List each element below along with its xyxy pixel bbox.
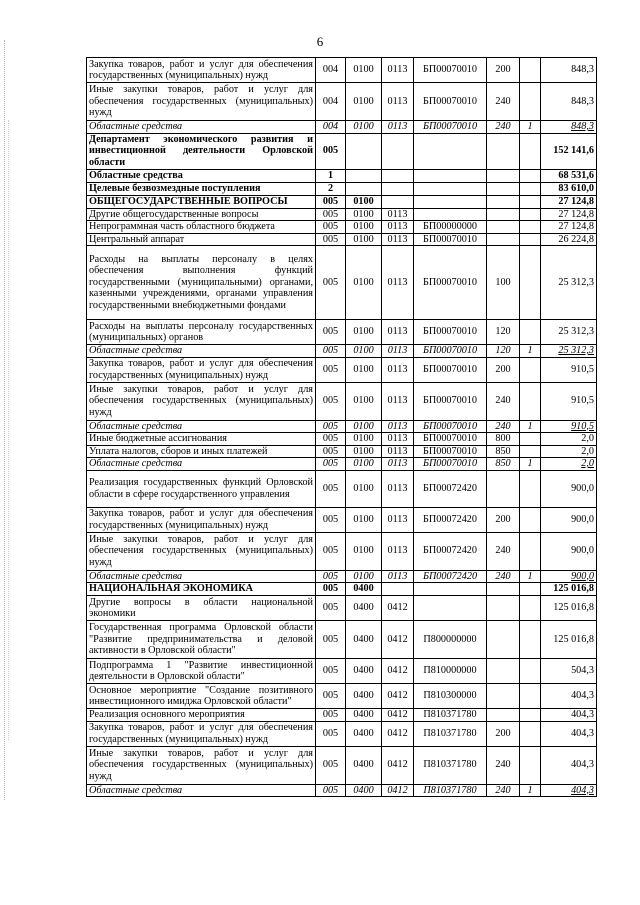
funding-source-cell: 1: [520, 458, 541, 471]
expense-type-code-cell: 200: [487, 721, 520, 746]
expense-type-code-cell: [487, 709, 520, 722]
row-name-cell: Иные закупки товаров, работ и услуг для обеспечения государственных (муниципальных) нужд: [87, 83, 316, 121]
subsection-code-cell: 0113: [382, 458, 414, 471]
table-row: [87, 221, 597, 234]
funding-source-cell: 1: [520, 570, 541, 583]
row-name-cell: Областные средства: [87, 420, 316, 433]
table-row: [87, 659, 597, 684]
amount-cell: 900,0: [541, 507, 597, 532]
department-code-cell: 005: [316, 208, 346, 221]
target-article-code-cell: [414, 182, 487, 195]
table-row: [87, 470, 597, 507]
section-code-cell: 0400: [346, 659, 382, 684]
table-row: [87, 532, 597, 570]
department-code-cell: 004: [316, 83, 346, 121]
expense-type-code-cell: 850: [487, 458, 520, 471]
row-name-cell: Областные средства: [87, 345, 316, 358]
row-name-cell: Основное мероприятие "Создание позитивного инвестиционного имиджа Орловской области": [87, 684, 316, 709]
section-code-cell: [346, 182, 382, 195]
department-code-cell: 005: [316, 246, 346, 320]
section-code-cell: 0100: [346, 470, 382, 507]
expense-type-code-cell: [487, 133, 520, 169]
section-code-cell: 0100: [346, 433, 382, 446]
table-row: [87, 357, 597, 382]
target-article-code-cell: П800000000: [414, 621, 487, 659]
amount-cell: 27 124,8: [541, 208, 597, 221]
department-code-cell: 004: [316, 121, 346, 134]
amount-cell: 68 531,6: [541, 169, 597, 182]
row-name-cell: Областные средства: [87, 784, 316, 797]
table-row: [87, 58, 597, 83]
funding-source-cell: [520, 246, 541, 320]
table-row: [87, 345, 597, 358]
table-row: [87, 169, 597, 182]
department-code-cell: 004: [316, 58, 346, 83]
section-code-cell: 0100: [346, 233, 382, 246]
expense-type-code-cell: [487, 684, 520, 709]
expense-type-code-cell: [487, 659, 520, 684]
target-article-code-cell: БП00070010: [414, 433, 487, 446]
section-code-cell: 0100: [346, 458, 382, 471]
table-row: [87, 684, 597, 709]
subsection-code-cell: 0113: [382, 58, 414, 83]
section-code-cell: 0100: [346, 320, 382, 345]
section-code-cell: 0100: [346, 208, 382, 221]
target-article-code-cell: БП00072420: [414, 570, 487, 583]
funding-source-cell: [520, 233, 541, 246]
section-code-cell: 0400: [346, 583, 382, 596]
budget-table: [86, 57, 597, 797]
table-row: [87, 208, 597, 221]
target-article-code-cell: БП00070010: [414, 233, 487, 246]
table-row: [87, 507, 597, 532]
amount-cell: 83 610,0: [541, 182, 597, 195]
department-code-cell: 005: [316, 445, 346, 458]
department-code-cell: 005: [316, 357, 346, 382]
subsection-code-cell: 0113: [382, 208, 414, 221]
amount-cell: 2,0: [541, 458, 597, 471]
expense-type-code-cell: [487, 195, 520, 208]
section-code-cell: 0100: [346, 532, 382, 570]
funding-source-cell: [520, 445, 541, 458]
department-code-cell: 005: [316, 596, 346, 621]
department-code-cell: 1: [316, 169, 346, 182]
row-name-cell: Закупка товаров, работ и услуг для обеспечения государственных (муниципальных) нужд: [87, 507, 316, 532]
funding-source-cell: [520, 621, 541, 659]
department-code-cell: 005: [316, 507, 346, 532]
expense-type-code-cell: 200: [487, 507, 520, 532]
row-name-cell: Закупка товаров, работ и услуг для обеспечения государственных (муниципальных) нужд: [87, 721, 316, 746]
funding-source-cell: [520, 169, 541, 182]
funding-source-cell: [520, 433, 541, 446]
expense-type-code-cell: [487, 169, 520, 182]
target-article-code-cell: БП00070010: [414, 420, 487, 433]
target-article-code-cell: БП00070010: [414, 83, 487, 121]
expense-type-code-cell: [487, 621, 520, 659]
amount-cell: 910,5: [541, 420, 597, 433]
section-code-cell: 0100: [346, 420, 382, 433]
target-article-code-cell: БП00070010: [414, 458, 487, 471]
amount-cell: 2,0: [541, 433, 597, 446]
subsection-code-cell: 0113: [382, 507, 414, 532]
amount-cell: 25 312,3: [541, 246, 597, 320]
section-code-cell: 0400: [346, 746, 382, 784]
expense-type-code-cell: [487, 596, 520, 621]
subsection-code-cell: 0412: [382, 659, 414, 684]
row-name-cell: Иные бюджетные ассигнования: [87, 433, 316, 446]
department-code-cell: 005: [316, 382, 346, 420]
amount-cell: 25 312,3: [541, 320, 597, 345]
target-article-code-cell: П810300000: [414, 684, 487, 709]
expense-type-code-cell: 120: [487, 345, 520, 358]
amount-cell: 504,3: [541, 659, 597, 684]
target-article-code-cell: [414, 596, 487, 621]
row-name-cell: Центральный аппарат: [87, 233, 316, 246]
row-name-cell: ОБЩЕГОСУДАРСТВЕННЫЕ ВОПРОСЫ: [87, 195, 316, 208]
amount-cell: 125 016,8: [541, 583, 597, 596]
subsection-code-cell: 0412: [382, 684, 414, 709]
funding-source-cell: [520, 684, 541, 709]
target-article-code-cell: БП00070010: [414, 58, 487, 83]
section-code-cell: 0100: [346, 121, 382, 134]
row-name-cell: Другие общегосударственные вопросы: [87, 208, 316, 221]
subsection-code-cell: 0412: [382, 721, 414, 746]
department-code-cell: 005: [316, 221, 346, 234]
target-article-code-cell: П810371780: [414, 784, 487, 797]
subsection-code-cell: 0113: [382, 433, 414, 446]
amount-cell: 404,3: [541, 684, 597, 709]
target-article-code-cell: БП00072420: [414, 507, 487, 532]
amount-cell: 848,3: [541, 58, 597, 83]
amount-cell: 125 016,8: [541, 621, 597, 659]
expense-type-code-cell: 240: [487, 121, 520, 134]
subsection-code-cell: 0113: [382, 382, 414, 420]
department-code-cell: 005: [316, 458, 346, 471]
amount-cell: 404,3: [541, 784, 597, 797]
section-code-cell: 0100: [346, 345, 382, 358]
expense-type-code-cell: 850: [487, 445, 520, 458]
amount-cell: 900,0: [541, 570, 597, 583]
row-name-cell: Подпрограмма 1 "Развитие инвестиционной деятельности в Орловской области": [87, 659, 316, 684]
target-article-code-cell: БП00070010: [414, 320, 487, 345]
funding-source-cell: 1: [520, 121, 541, 134]
funding-source-cell: [520, 532, 541, 570]
funding-source-cell: 1: [520, 784, 541, 797]
table-row: [87, 746, 597, 784]
funding-source-cell: [520, 221, 541, 234]
table-row: [87, 182, 597, 195]
expense-type-code-cell: 100: [487, 246, 520, 320]
row-name-cell: Реализация государственных функций Орловской области в сфере государственного управления: [87, 470, 316, 507]
table-row: [87, 320, 597, 345]
subsection-code-cell: 0412: [382, 746, 414, 784]
department-code-cell: 005: [316, 470, 346, 507]
subsection-code-cell: 0113: [382, 345, 414, 358]
subsection-code-cell: 0113: [382, 420, 414, 433]
department-code-cell: 005: [316, 709, 346, 722]
subsection-code-cell: [382, 583, 414, 596]
target-article-code-cell: БП00070010: [414, 345, 487, 358]
expense-type-code-cell: [487, 208, 520, 221]
expense-type-code-cell: 240: [487, 570, 520, 583]
target-article-code-cell: П810371780: [414, 746, 487, 784]
funding-source-cell: [520, 659, 541, 684]
expense-type-code-cell: 800: [487, 433, 520, 446]
amount-cell: 404,3: [541, 746, 597, 784]
amount-cell: 26 224,8: [541, 233, 597, 246]
target-article-code-cell: БП00070010: [414, 357, 487, 382]
target-article-code-cell: П810000000: [414, 659, 487, 684]
budget-table-body: [87, 58, 597, 797]
funding-source-cell: [520, 133, 541, 169]
target-article-code-cell: [414, 169, 487, 182]
funding-source-cell: [520, 182, 541, 195]
funding-source-cell: [520, 583, 541, 596]
target-article-code-cell: [414, 583, 487, 596]
department-code-cell: 2: [316, 182, 346, 195]
table-row: [87, 570, 597, 583]
subsection-code-cell: 0113: [382, 532, 414, 570]
funding-source-cell: [520, 470, 541, 507]
target-article-code-cell: БП00000000: [414, 221, 487, 234]
expense-type-code-cell: 240: [487, 83, 520, 121]
row-name-cell: Областные средства: [87, 169, 316, 182]
department-code-cell: 005: [316, 345, 346, 358]
amount-cell: 404,3: [541, 709, 597, 722]
table-row: [87, 458, 597, 471]
row-name-cell: Иные закупки товаров, работ и услуг для обеспечения государственных (муниципальных) нужд: [87, 532, 316, 570]
table-row: [87, 83, 597, 121]
target-article-code-cell: БП00072420: [414, 532, 487, 570]
amount-cell: 848,3: [541, 121, 597, 134]
row-name-cell: Целевые безвозмездные поступления: [87, 182, 316, 195]
section-code-cell: 0400: [346, 684, 382, 709]
row-name-cell: Уплата налогов, сборов и иных платежей: [87, 445, 316, 458]
funding-source-cell: 1: [520, 420, 541, 433]
subsection-code-cell: 0113: [382, 445, 414, 458]
target-article-code-cell: БП00070010: [414, 382, 487, 420]
section-code-cell: 0100: [346, 83, 382, 121]
table-row: [87, 583, 597, 596]
subsection-code-cell: 0113: [382, 320, 414, 345]
funding-source-cell: [520, 746, 541, 784]
department-code-cell: 005: [316, 420, 346, 433]
subsection-code-cell: 0412: [382, 621, 414, 659]
department-code-cell: 005: [316, 621, 346, 659]
department-code-cell: 005: [316, 659, 346, 684]
section-code-cell: [346, 133, 382, 169]
expense-type-code-cell: [487, 182, 520, 195]
department-code-cell: 005: [316, 784, 346, 797]
department-code-cell: 005: [316, 746, 346, 784]
row-name-cell: НАЦИОНАЛЬНАЯ ЭКОНОМИКА: [87, 583, 316, 596]
funding-source-cell: [520, 83, 541, 121]
subsection-code-cell: 0113: [382, 470, 414, 507]
funding-source-cell: [520, 208, 541, 221]
row-name-cell: Другие вопросы в области национальной экономики: [87, 596, 316, 621]
expense-type-code-cell: [487, 470, 520, 507]
table-row: [87, 433, 597, 446]
expense-type-code-cell: 240: [487, 420, 520, 433]
amount-cell: 27 124,8: [541, 221, 597, 234]
row-name-cell: Областные средства: [87, 570, 316, 583]
funding-source-cell: [520, 721, 541, 746]
amount-cell: 900,0: [541, 470, 597, 507]
funding-source-cell: 1: [520, 345, 541, 358]
subsection-code-cell: 0113: [382, 357, 414, 382]
funding-source-cell: [520, 357, 541, 382]
department-code-cell: 005: [316, 570, 346, 583]
target-article-code-cell: [414, 195, 487, 208]
section-code-cell: 0100: [346, 570, 382, 583]
funding-source-cell: [520, 195, 541, 208]
expense-type-code-cell: 240: [487, 746, 520, 784]
amount-cell: 900,0: [541, 532, 597, 570]
subsection-code-cell: [382, 195, 414, 208]
department-code-cell: 005: [316, 583, 346, 596]
row-name-cell: Иные закупки товаров, работ и услуг для обеспечения государственных (муниципальных) нужд: [87, 746, 316, 784]
section-code-cell: 0100: [346, 507, 382, 532]
subsection-code-cell: 0113: [382, 221, 414, 234]
department-code-cell: 005: [316, 684, 346, 709]
funding-source-cell: [520, 507, 541, 532]
department-code-cell: 005: [316, 133, 346, 169]
target-article-code-cell: БП00070010: [414, 445, 487, 458]
target-article-code-cell: БП00072420: [414, 470, 487, 507]
amount-cell: 404,3: [541, 721, 597, 746]
section-code-cell: 0100: [346, 58, 382, 83]
amount-cell: 2,0: [541, 445, 597, 458]
table-row: [87, 195, 597, 208]
section-code-cell: 0400: [346, 621, 382, 659]
section-code-cell: 0100: [346, 357, 382, 382]
amount-cell: 910,5: [541, 382, 597, 420]
table-row: [87, 709, 597, 722]
scan-edge-marks-inner: [8, 120, 11, 740]
amount-cell: 27 124,8: [541, 195, 597, 208]
row-name-cell: Иные закупки товаров, работ и услуг для обеспечения государственных (муниципальных) нужд: [87, 382, 316, 420]
table-row: [87, 382, 597, 420]
table-row: [87, 246, 597, 320]
department-code-cell: 005: [316, 433, 346, 446]
target-article-code-cell: П810371780: [414, 721, 487, 746]
expense-type-code-cell: [487, 233, 520, 246]
target-article-code-cell: БП00070010: [414, 246, 487, 320]
target-article-code-cell: П810371780: [414, 709, 487, 722]
row-name-cell: Непрограммная часть областного бюджета: [87, 221, 316, 234]
section-code-cell: [346, 169, 382, 182]
funding-source-cell: [520, 709, 541, 722]
row-name-cell: Государственная программа Орловской области "Развитие предпринимательства и деловой активности в Орловской области": [87, 621, 316, 659]
table-row: [87, 233, 597, 246]
row-name-cell: Реализация основного мероприятия: [87, 709, 316, 722]
subsection-code-cell: 0113: [382, 246, 414, 320]
section-code-cell: 0100: [346, 246, 382, 320]
subsection-code-cell: 0113: [382, 570, 414, 583]
row-name-cell: Областные средства: [87, 121, 316, 134]
row-name-cell: Закупка товаров, работ и услуг для обеспечения государственных (муниципальных) нужд: [87, 58, 316, 83]
subsection-code-cell: [382, 182, 414, 195]
amount-cell: 152 141,6: [541, 133, 597, 169]
amount-cell: 848,3: [541, 83, 597, 121]
table-row: [87, 721, 597, 746]
target-article-code-cell: [414, 208, 487, 221]
funding-source-cell: [520, 58, 541, 83]
target-article-code-cell: [414, 133, 487, 169]
amount-cell: 25 312,3: [541, 345, 597, 358]
funding-source-cell: [520, 320, 541, 345]
expense-type-code-cell: 200: [487, 357, 520, 382]
department-code-cell: 005: [316, 195, 346, 208]
section-code-cell: 0100: [346, 382, 382, 420]
table-row: [87, 621, 597, 659]
table-row: [87, 121, 597, 134]
amount-cell: 125 016,8: [541, 596, 597, 621]
row-name-cell: Закупка товаров, работ и услуг для обеспечения государственных (муниципальных) нужд: [87, 357, 316, 382]
row-name-cell: Департамент экономического развития и инвестиционной деятельности Орловской области: [87, 133, 316, 169]
department-code-cell: 005: [316, 320, 346, 345]
section-code-cell: 0100: [346, 221, 382, 234]
expense-type-code-cell: 240: [487, 532, 520, 570]
department-code-cell: 005: [316, 233, 346, 246]
section-code-cell: 0100: [346, 445, 382, 458]
table-row: [87, 596, 597, 621]
target-article-code-cell: БП00070010: [414, 121, 487, 134]
expense-type-code-cell: [487, 221, 520, 234]
section-code-cell: 0100: [346, 195, 382, 208]
funding-source-cell: [520, 382, 541, 420]
subsection-code-cell: [382, 133, 414, 169]
table-row: [87, 784, 597, 797]
section-code-cell: 0400: [346, 596, 382, 621]
funding-source-cell: [520, 596, 541, 621]
subsection-code-cell: 0412: [382, 709, 414, 722]
page-number: 6: [316, 34, 324, 49]
subsection-code-cell: [382, 169, 414, 182]
subsection-code-cell: 0412: [382, 596, 414, 621]
expense-type-code-cell: 240: [487, 784, 520, 797]
table-row: [87, 420, 597, 433]
row-name-cell: Областные средства: [87, 458, 316, 471]
expense-type-code-cell: [487, 583, 520, 596]
subsection-code-cell: 0113: [382, 233, 414, 246]
expense-type-code-cell: 240: [487, 382, 520, 420]
department-code-cell: 005: [316, 532, 346, 570]
subsection-code-cell: 0113: [382, 83, 414, 121]
section-code-cell: 0400: [346, 709, 382, 722]
row-name-cell: Расходы на выплаты персоналу в целях обеспечения выполнения функций государственными (муниципальными) органами, казенными учреждениями, органами управления государственными внебюджетными фондами: [87, 246, 316, 320]
table-row: [87, 445, 597, 458]
section-code-cell: 0400: [346, 784, 382, 797]
table-row: [87, 133, 597, 169]
row-name-cell: Расходы на выплаты персоналу государственных (муниципальных) органов: [87, 320, 316, 345]
amount-cell: 910,5: [541, 357, 597, 382]
expense-type-code-cell: 200: [487, 58, 520, 83]
subsection-code-cell: 0412: [382, 784, 414, 797]
subsection-code-cell: 0113: [382, 121, 414, 134]
expense-type-code-cell: 120: [487, 320, 520, 345]
department-code-cell: 005: [316, 721, 346, 746]
section-code-cell: 0400: [346, 721, 382, 746]
